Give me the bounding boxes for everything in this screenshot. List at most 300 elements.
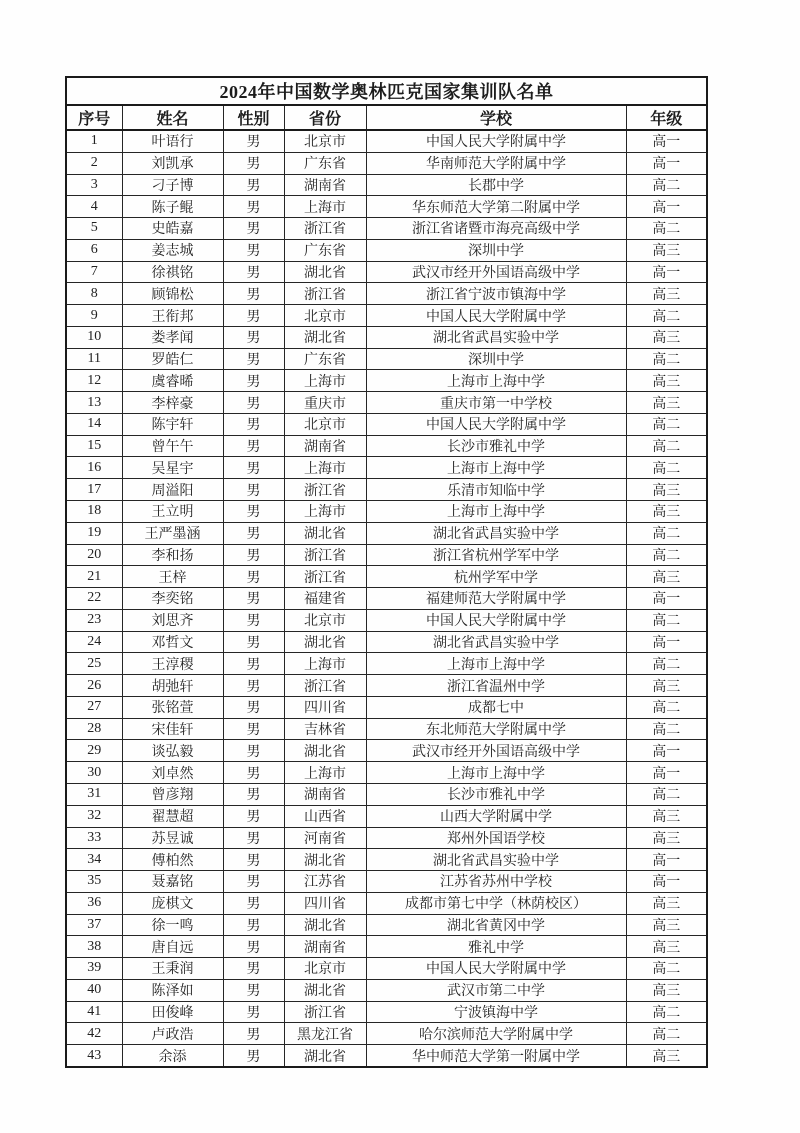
cell-school: 东北师范大学附属中学 (366, 718, 626, 740)
cell-province: 上海市 (284, 196, 366, 218)
cell-name: 田俊峰 (122, 1001, 223, 1023)
cell-gender: 男 (223, 283, 284, 305)
cell-gender: 男 (223, 696, 284, 718)
cell-province: 北京市 (284, 958, 366, 980)
cell-school: 上海市上海中学 (366, 653, 626, 675)
cell-gender: 男 (223, 958, 284, 980)
cell-school: 上海市上海中学 (366, 501, 626, 523)
cell-gender: 男 (223, 566, 284, 588)
cell-province: 北京市 (284, 609, 366, 631)
cell-name: 陈泽如 (122, 979, 223, 1001)
cell-gender: 男 (223, 805, 284, 827)
cell-province: 重庆市 (284, 392, 366, 414)
cell-name: 王淳稷 (122, 653, 223, 675)
cell-gender: 男 (223, 501, 284, 523)
cell-province: 湖北省 (284, 849, 366, 871)
table-row (66, 718, 707, 740)
table-row (66, 348, 707, 370)
cell-grade: 高三 (626, 326, 707, 348)
cell-school: 杭州学军中学 (366, 566, 626, 588)
cell-index: 29 (66, 740, 122, 762)
cell-name: 虞睿晞 (122, 370, 223, 392)
cell-gender: 男 (223, 740, 284, 762)
cell-name: 吴星宇 (122, 457, 223, 479)
cell-grade: 高三 (626, 805, 707, 827)
cell-index: 7 (66, 261, 122, 283)
cell-school: 武汉市经开外国语高级中学 (366, 261, 626, 283)
cell-grade: 高三 (626, 566, 707, 588)
cell-index: 10 (66, 326, 122, 348)
cell-gender: 男 (223, 675, 284, 697)
cell-index: 5 (66, 218, 122, 240)
cell-name: 刘凯承 (122, 152, 223, 174)
cell-school: 中国人民大学附属中学 (366, 305, 626, 327)
cell-province: 广东省 (284, 152, 366, 174)
cell-gender: 男 (223, 370, 284, 392)
cell-grade: 高一 (626, 261, 707, 283)
cell-index: 37 (66, 914, 122, 936)
cell-grade: 高二 (626, 544, 707, 566)
cell-index: 2 (66, 152, 122, 174)
cell-name: 刘思齐 (122, 609, 223, 631)
table-row (66, 566, 707, 588)
table-row (66, 218, 707, 240)
cell-name: 叶语行 (122, 130, 223, 152)
cell-grade: 高三 (626, 239, 707, 261)
column-header-school: 学校 (366, 105, 626, 130)
cell-gender: 男 (223, 631, 284, 653)
cell-grade: 高二 (626, 348, 707, 370)
cell-school: 华中师范大学第一附属中学 (366, 1045, 626, 1067)
cell-name: 谈弘毅 (122, 740, 223, 762)
table-row (66, 479, 707, 501)
table-body (66, 130, 707, 1067)
cell-school: 上海市上海中学 (366, 762, 626, 784)
cell-index: 15 (66, 435, 122, 457)
table-row (66, 152, 707, 174)
cell-school: 浙江省杭州学军中学 (366, 544, 626, 566)
cell-gender: 男 (223, 783, 284, 805)
cell-school: 长沙市雅礼中学 (366, 783, 626, 805)
cell-grade: 高三 (626, 914, 707, 936)
cell-school: 华东师范大学第二附属中学 (366, 196, 626, 218)
cell-school: 长郡中学 (366, 174, 626, 196)
cell-province: 湖南省 (284, 783, 366, 805)
cell-index: 40 (66, 979, 122, 1001)
cell-grade: 高三 (626, 501, 707, 523)
cell-school: 长沙市雅礼中学 (366, 435, 626, 457)
cell-province: 浙江省 (284, 544, 366, 566)
cell-gender: 男 (223, 348, 284, 370)
cell-name: 王衔邦 (122, 305, 223, 327)
cell-province: 湖北省 (284, 522, 366, 544)
cell-grade: 高三 (626, 936, 707, 958)
cell-grade: 高二 (626, 218, 707, 240)
cell-school: 武汉市第二中学 (366, 979, 626, 1001)
cell-name: 翟慧超 (122, 805, 223, 827)
table-row (66, 958, 707, 980)
cell-gender: 男 (223, 1045, 284, 1067)
cell-gender: 男 (223, 1001, 284, 1023)
table-row (66, 871, 707, 893)
cell-index: 13 (66, 392, 122, 414)
cell-name: 刘卓然 (122, 762, 223, 784)
cell-name: 曾彦翔 (122, 783, 223, 805)
cell-school: 成都七中 (366, 696, 626, 718)
cell-province: 湖北省 (284, 914, 366, 936)
column-header-province: 省份 (284, 105, 366, 130)
cell-grade: 高三 (626, 1045, 707, 1067)
table-row (66, 588, 707, 610)
cell-province: 广东省 (284, 239, 366, 261)
cell-grade: 高一 (626, 871, 707, 893)
table-row (66, 1001, 707, 1023)
cell-name: 李梓豪 (122, 392, 223, 414)
cell-index: 11 (66, 348, 122, 370)
table-row (66, 783, 707, 805)
cell-index: 42 (66, 1023, 122, 1045)
cell-grade: 高一 (626, 849, 707, 871)
cell-province: 北京市 (284, 130, 366, 152)
column-header-name: 姓名 (122, 105, 223, 130)
cell-province: 湖北省 (284, 326, 366, 348)
cell-grade: 高二 (626, 718, 707, 740)
cell-school: 深圳中学 (366, 239, 626, 261)
cell-name: 卢政浩 (122, 1023, 223, 1045)
cell-grade: 高二 (626, 1001, 707, 1023)
cell-province: 湖北省 (284, 631, 366, 653)
cell-gender: 男 (223, 174, 284, 196)
cell-index: 43 (66, 1045, 122, 1067)
cell-index: 23 (66, 609, 122, 631)
cell-name: 王立明 (122, 501, 223, 523)
cell-name: 余添 (122, 1045, 223, 1067)
cell-province: 上海市 (284, 501, 366, 523)
column-header-gender: 性别 (223, 105, 284, 130)
cell-grade: 高二 (626, 696, 707, 718)
cell-gender: 男 (223, 609, 284, 631)
cell-province: 江苏省 (284, 871, 366, 893)
cell-grade: 高二 (626, 305, 707, 327)
table-row (66, 827, 707, 849)
table-row (66, 544, 707, 566)
table-row (66, 522, 707, 544)
cell-gender: 男 (223, 936, 284, 958)
title-row (66, 77, 707, 105)
cell-index: 18 (66, 501, 122, 523)
table-row (66, 1045, 707, 1067)
cell-province: 黑龙江省 (284, 1023, 366, 1045)
cell-name: 邓哲文 (122, 631, 223, 653)
cell-school: 湖北省武昌实验中学 (366, 849, 626, 871)
cell-name: 王秉润 (122, 958, 223, 980)
cell-province: 上海市 (284, 370, 366, 392)
cell-grade: 高三 (626, 283, 707, 305)
cell-grade: 高二 (626, 783, 707, 805)
cell-grade: 高一 (626, 762, 707, 784)
table-row (66, 805, 707, 827)
cell-grade: 高二 (626, 609, 707, 631)
cell-province: 浙江省 (284, 218, 366, 240)
cell-school: 浙江省宁波市镇海中学 (366, 283, 626, 305)
cell-index: 34 (66, 849, 122, 871)
cell-name: 徐祺铭 (122, 261, 223, 283)
cell-gender: 男 (223, 130, 284, 152)
cell-gender: 男 (223, 544, 284, 566)
cell-gender: 男 (223, 392, 284, 414)
cell-school: 浙江省温州中学 (366, 675, 626, 697)
cell-school: 乐清市知临中学 (366, 479, 626, 501)
table-row (66, 1023, 707, 1045)
cell-gender: 男 (223, 849, 284, 871)
cell-school: 成都市第七中学（林荫校区） (366, 892, 626, 914)
header-row (66, 105, 707, 130)
cell-index: 32 (66, 805, 122, 827)
table-row (66, 413, 707, 435)
cell-school: 雅礼中学 (366, 936, 626, 958)
cell-grade: 高二 (626, 457, 707, 479)
cell-province: 上海市 (284, 457, 366, 479)
cell-grade: 高三 (626, 827, 707, 849)
cell-gender: 男 (223, 261, 284, 283)
cell-school: 上海市上海中学 (366, 457, 626, 479)
cell-index: 39 (66, 958, 122, 980)
cell-name: 唐自远 (122, 936, 223, 958)
cell-index: 16 (66, 457, 122, 479)
cell-gender: 男 (223, 435, 284, 457)
cell-name: 张铭萱 (122, 696, 223, 718)
cell-gender: 男 (223, 196, 284, 218)
cell-province: 湖北省 (284, 261, 366, 283)
cell-province: 吉林省 (284, 718, 366, 740)
table-row (66, 609, 707, 631)
cell-grade: 高三 (626, 392, 707, 414)
cell-gender: 男 (223, 979, 284, 1001)
cell-province: 浙江省 (284, 479, 366, 501)
cell-name: 李和扬 (122, 544, 223, 566)
cell-school: 福建师范大学附属中学 (366, 588, 626, 610)
cell-school: 中国人民大学附属中学 (366, 958, 626, 980)
cell-school: 湖北省武昌实验中学 (366, 631, 626, 653)
cell-grade: 高二 (626, 1023, 707, 1045)
cell-name: 陈子鲲 (122, 196, 223, 218)
cell-gender: 男 (223, 305, 284, 327)
cell-grade: 高三 (626, 892, 707, 914)
cell-name: 徐一鸣 (122, 914, 223, 936)
table-row (66, 936, 707, 958)
cell-province: 湖北省 (284, 979, 366, 1001)
cell-name: 陈宇轩 (122, 413, 223, 435)
table-row (66, 174, 707, 196)
cell-province: 河南省 (284, 827, 366, 849)
cell-school: 上海市上海中学 (366, 370, 626, 392)
cell-school: 中国人民大学附属中学 (366, 130, 626, 152)
cell-name: 罗皓仁 (122, 348, 223, 370)
cell-gender: 男 (223, 479, 284, 501)
cell-school: 哈尔滨师范大学附属中学 (366, 1023, 626, 1045)
cell-province: 四川省 (284, 892, 366, 914)
cell-index: 41 (66, 1001, 122, 1023)
table-row (66, 740, 707, 762)
cell-gender: 男 (223, 914, 284, 936)
table-row (66, 849, 707, 871)
cell-province: 湖北省 (284, 1045, 366, 1067)
cell-index: 38 (66, 936, 122, 958)
cell-index: 35 (66, 871, 122, 893)
cell-gender: 男 (223, 326, 284, 348)
cell-province: 山西省 (284, 805, 366, 827)
cell-grade: 高一 (626, 152, 707, 174)
cell-gender: 男 (223, 892, 284, 914)
cell-gender: 男 (223, 871, 284, 893)
cell-name: 刁子博 (122, 174, 223, 196)
cell-name: 王严墨涵 (122, 522, 223, 544)
cell-province: 浙江省 (284, 566, 366, 588)
table-row (66, 653, 707, 675)
cell-grade: 高三 (626, 979, 707, 1001)
cell-index: 27 (66, 696, 122, 718)
cell-school: 华南师范大学附属中学 (366, 152, 626, 174)
table-row (66, 283, 707, 305)
cell-province: 上海市 (284, 762, 366, 784)
cell-index: 21 (66, 566, 122, 588)
cell-school: 宁波镇海中学 (366, 1001, 626, 1023)
table-row (66, 392, 707, 414)
cell-province: 北京市 (284, 413, 366, 435)
table-row (66, 892, 707, 914)
cell-province: 湖南省 (284, 435, 366, 457)
table-row (66, 305, 707, 327)
cell-school: 江苏省苏州中学校 (366, 871, 626, 893)
cell-index: 30 (66, 762, 122, 784)
cell-gender: 男 (223, 1023, 284, 1045)
cell-name: 宋佳轩 (122, 718, 223, 740)
cell-index: 4 (66, 196, 122, 218)
cell-grade: 高三 (626, 370, 707, 392)
cell-school: 中国人民大学附属中学 (366, 609, 626, 631)
table-row (66, 675, 707, 697)
cell-index: 12 (66, 370, 122, 392)
cell-name: 胡弛轩 (122, 675, 223, 697)
table-row (66, 457, 707, 479)
cell-name: 史皓嘉 (122, 218, 223, 240)
cell-index: 31 (66, 783, 122, 805)
table-row (66, 239, 707, 261)
cell-province: 湖北省 (284, 740, 366, 762)
table-row (66, 501, 707, 523)
cell-index: 26 (66, 675, 122, 697)
cell-grade: 高三 (626, 479, 707, 501)
table-row (66, 696, 707, 718)
table-row (66, 196, 707, 218)
cell-name: 娄孝闻 (122, 326, 223, 348)
cell-index: 20 (66, 544, 122, 566)
cell-name: 周溢阳 (122, 479, 223, 501)
cell-school: 浙江省诸暨市海亮高级中学 (366, 218, 626, 240)
cell-gender: 男 (223, 522, 284, 544)
table-row (66, 914, 707, 936)
cell-school: 湖北省黄冈中学 (366, 914, 626, 936)
table-row (66, 435, 707, 457)
cell-grade: 高一 (626, 196, 707, 218)
cell-gender: 男 (223, 827, 284, 849)
cell-grade: 高二 (626, 435, 707, 457)
cell-gender: 男 (223, 218, 284, 240)
table-row (66, 370, 707, 392)
cell-school: 山西大学附属中学 (366, 805, 626, 827)
cell-grade: 高一 (626, 588, 707, 610)
cell-gender: 男 (223, 653, 284, 675)
cell-index: 14 (66, 413, 122, 435)
table-row (66, 979, 707, 1001)
cell-grade: 高一 (626, 631, 707, 653)
table-row (66, 326, 707, 348)
cell-gender: 男 (223, 413, 284, 435)
cell-name: 曾午午 (122, 435, 223, 457)
table-row (66, 261, 707, 283)
cell-grade: 高二 (626, 413, 707, 435)
cell-name: 聂嘉铭 (122, 871, 223, 893)
cell-province: 广东省 (284, 348, 366, 370)
cell-name: 庞棋文 (122, 892, 223, 914)
cell-index: 1 (66, 130, 122, 152)
cell-province: 浙江省 (284, 1001, 366, 1023)
cell-province: 北京市 (284, 305, 366, 327)
cell-index: 6 (66, 239, 122, 261)
cell-index: 8 (66, 283, 122, 305)
cell-index: 3 (66, 174, 122, 196)
cell-school: 武汉市经开外国语高级中学 (366, 740, 626, 762)
cell-index: 28 (66, 718, 122, 740)
cell-grade: 高一 (626, 740, 707, 762)
cell-school: 中国人民大学附属中学 (366, 413, 626, 435)
cell-school: 深圳中学 (366, 348, 626, 370)
cell-name: 顾锦松 (122, 283, 223, 305)
cell-gender: 男 (223, 718, 284, 740)
cell-grade: 高二 (626, 522, 707, 544)
cell-grade: 高二 (626, 174, 707, 196)
cell-index: 24 (66, 631, 122, 653)
cell-province: 湖南省 (284, 936, 366, 958)
cell-province: 四川省 (284, 696, 366, 718)
page-title: 2024年中国数学奥林匹克国家集训队名单 (66, 77, 707, 105)
cell-name: 姜志城 (122, 239, 223, 261)
table-row (66, 130, 707, 152)
cell-index: 17 (66, 479, 122, 501)
cell-index: 33 (66, 827, 122, 849)
training-team-table (65, 76, 708, 1068)
table-row (66, 631, 707, 653)
cell-name: 苏昱诚 (122, 827, 223, 849)
cell-name: 傅柏然 (122, 849, 223, 871)
table-row (66, 762, 707, 784)
cell-grade: 高二 (626, 958, 707, 980)
cell-index: 22 (66, 588, 122, 610)
cell-gender: 男 (223, 152, 284, 174)
cell-index: 36 (66, 892, 122, 914)
column-header-index: 序号 (66, 105, 122, 130)
cell-province: 湖南省 (284, 174, 366, 196)
cell-index: 9 (66, 305, 122, 327)
cell-province: 上海市 (284, 653, 366, 675)
cell-province: 浙江省 (284, 283, 366, 305)
cell-grade: 高一 (626, 130, 707, 152)
cell-index: 25 (66, 653, 122, 675)
cell-grade: 高三 (626, 675, 707, 697)
cell-province: 福建省 (284, 588, 366, 610)
cell-province: 浙江省 (284, 675, 366, 697)
cell-school: 重庆市第一中学校 (366, 392, 626, 414)
